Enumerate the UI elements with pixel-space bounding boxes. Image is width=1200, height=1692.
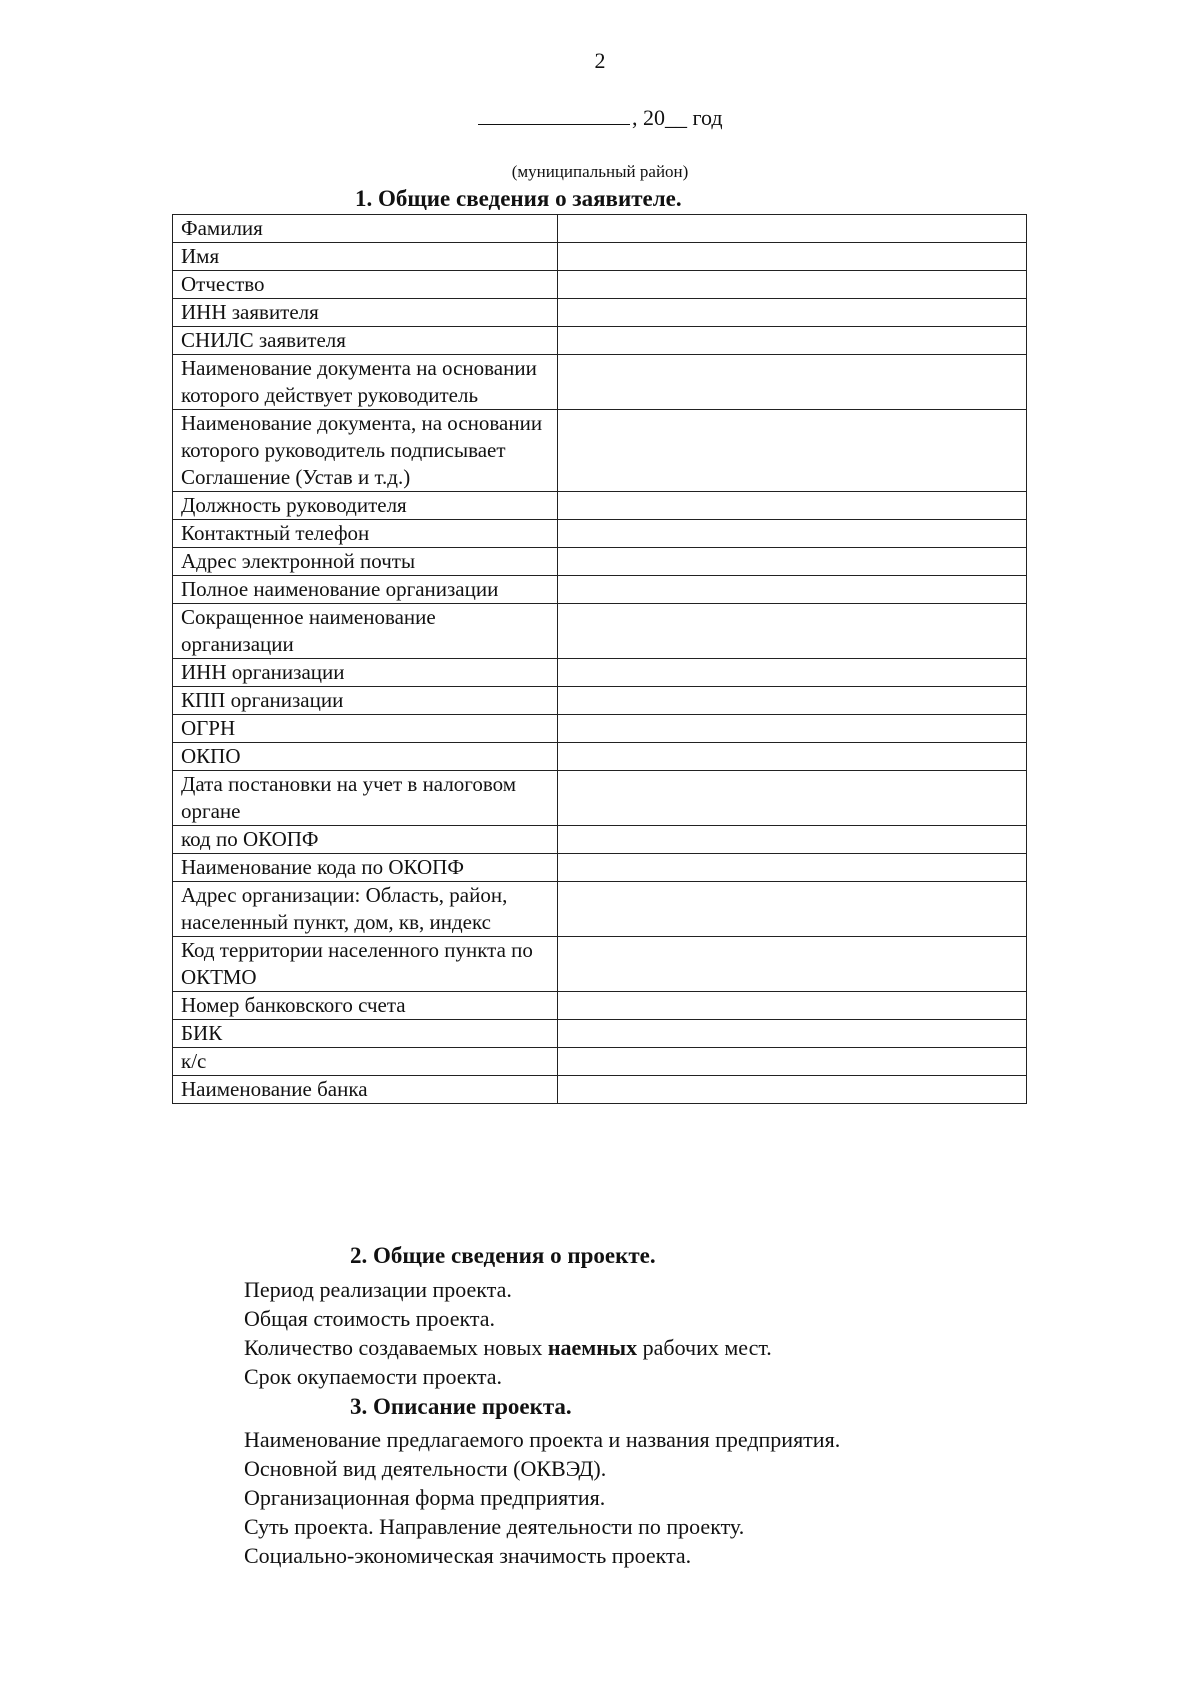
field-label: Код территории населенного пункта по ОКТМО xyxy=(173,937,558,992)
project-period: Период реализации проекта. xyxy=(244,1277,512,1302)
description-item: Суть проекта. Направление деятельности по проекту. xyxy=(244,1514,745,1539)
field-label: ОГРН xyxy=(173,715,558,743)
field-value[interactable] xyxy=(558,327,1027,355)
field-label: Номер банковского счета xyxy=(173,992,558,1020)
field-label: Наименование банка xyxy=(173,1076,558,1104)
table-row xyxy=(173,743,1027,771)
table-row xyxy=(173,492,1027,520)
field-label: Наименование документа на основании которого действует руководитель xyxy=(173,355,558,410)
date-suffix: , 20__ год xyxy=(632,105,723,130)
table-row xyxy=(173,1076,1027,1104)
field-value[interactable] xyxy=(558,826,1027,854)
field-value[interactable] xyxy=(558,271,1027,299)
field-label: ОКПО xyxy=(173,743,558,771)
field-label: Контактный телефон xyxy=(173,520,558,548)
field-value[interactable] xyxy=(558,520,1027,548)
table-row xyxy=(173,1020,1027,1048)
table-row xyxy=(173,299,1027,327)
field-label: КПП организации xyxy=(173,687,558,715)
description-item: Организационная форма предприятия. xyxy=(244,1485,606,1510)
field-value[interactable] xyxy=(558,659,1027,687)
field-value[interactable] xyxy=(558,854,1027,882)
field-value[interactable] xyxy=(558,1020,1027,1048)
field-value[interactable] xyxy=(558,1076,1027,1104)
field-label: Отчество xyxy=(173,271,558,299)
field-label: Дата постановки на учет в налоговом органе xyxy=(173,771,558,826)
field-value[interactable] xyxy=(558,604,1027,659)
table-row xyxy=(173,715,1027,743)
jobs-text-after: рабочих мест. xyxy=(637,1335,772,1360)
field-value[interactable] xyxy=(558,215,1027,243)
field-value[interactable] xyxy=(558,687,1027,715)
field-value[interactable] xyxy=(558,548,1027,576)
description-item: Социально-экономическая значимость проекта. xyxy=(244,1543,692,1568)
field-label: Наименование кода по ОКОПФ xyxy=(173,854,558,882)
table-row xyxy=(173,576,1027,604)
field-label: Адрес организации: Область, район, населенный пункт, дом, кв, индекс xyxy=(173,882,558,937)
table-row xyxy=(173,548,1027,576)
table-row xyxy=(173,826,1027,854)
table-row xyxy=(173,243,1027,271)
description-item: Основной вид деятельности (ОКВЭД). xyxy=(244,1456,607,1481)
field-value[interactable] xyxy=(558,937,1027,992)
district-caption: (муниципальный район) xyxy=(511,162,689,181)
project-jobs xyxy=(244,1335,772,1361)
jobs-text-bold: наемных xyxy=(547,1335,638,1360)
section-1-title: 1. Общие сведения о заявителе. xyxy=(355,186,682,211)
table-row xyxy=(173,854,1027,882)
field-value[interactable] xyxy=(558,410,1027,492)
field-label: ИНН организации xyxy=(173,659,558,687)
field-value[interactable] xyxy=(558,492,1027,520)
date-blank xyxy=(478,104,630,125)
table-row xyxy=(173,271,1027,299)
field-label: ИНН заявителя xyxy=(173,299,558,327)
field-label: СНИЛС заявителя xyxy=(173,327,558,355)
field-value[interactable] xyxy=(558,355,1027,410)
description-item: Наименование предлагаемого проекта и названия предприятия. xyxy=(244,1427,841,1452)
field-value[interactable] xyxy=(558,743,1027,771)
table-row xyxy=(173,687,1027,715)
table-row xyxy=(173,771,1027,826)
field-label: Фамилия xyxy=(173,215,558,243)
field-value[interactable] xyxy=(558,771,1027,826)
field-value[interactable] xyxy=(558,243,1027,271)
table-row xyxy=(173,327,1027,355)
field-label: БИК xyxy=(173,1020,558,1048)
section-2-title: 2. Общие сведения о проекте. xyxy=(350,1243,656,1268)
table-row xyxy=(173,604,1027,659)
table-row xyxy=(173,355,1027,410)
table-row xyxy=(173,659,1027,687)
field-label: к/с xyxy=(173,1048,558,1076)
table-row xyxy=(173,937,1027,992)
table-row xyxy=(173,882,1027,937)
field-value[interactable] xyxy=(558,715,1027,743)
field-label: Должность руководителя xyxy=(173,492,558,520)
field-label: Адрес электронной почты xyxy=(173,548,558,576)
section-3-title: 3. Описание проекта. xyxy=(350,1394,572,1419)
date-line xyxy=(478,104,723,131)
project-payback: Срок окупаемости проекта. xyxy=(244,1364,503,1389)
field-value[interactable] xyxy=(558,992,1027,1020)
field-value[interactable] xyxy=(558,882,1027,937)
field-label: код по ОКОПФ xyxy=(173,826,558,854)
field-value[interactable] xyxy=(558,1048,1027,1076)
field-label: Имя xyxy=(173,243,558,271)
project-cost: Общая стоимость проекта. xyxy=(244,1306,496,1331)
table-row xyxy=(173,520,1027,548)
field-value[interactable] xyxy=(558,576,1027,604)
table-row xyxy=(173,410,1027,492)
field-label: Полное наименование организации xyxy=(173,576,558,604)
applicant-info-table xyxy=(172,214,1027,1104)
table-row xyxy=(173,1048,1027,1076)
table-row xyxy=(173,992,1027,1020)
field-label: Наименование документа, на основании которого руководитель подписывает Соглашение (Устав и т.д.) xyxy=(173,410,558,492)
field-label: Сокращенное наименование организации xyxy=(173,604,558,659)
jobs-text-before: Количество создаваемых новых xyxy=(244,1335,548,1360)
field-value[interactable] xyxy=(558,299,1027,327)
table-row xyxy=(173,215,1027,243)
page-number: 2 xyxy=(594,48,606,73)
